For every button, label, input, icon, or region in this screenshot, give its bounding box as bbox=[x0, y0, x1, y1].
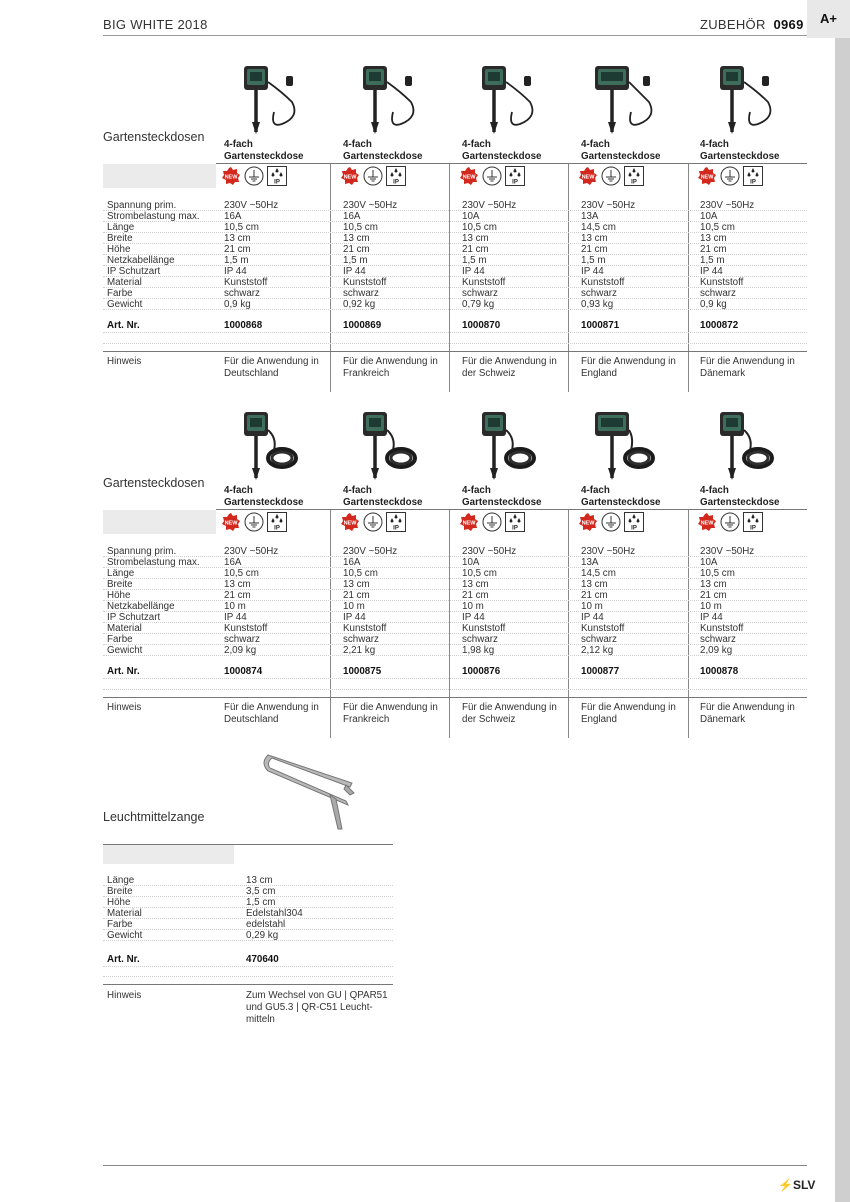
spec-value-netz: 10 m bbox=[224, 601, 246, 612]
spec-label-strom: Strombelastung max. bbox=[107, 211, 200, 222]
svg-text:IP: IP bbox=[393, 179, 399, 186]
new-badge-icon bbox=[221, 512, 241, 532]
article-number: 1000869 bbox=[343, 320, 382, 331]
spec-label-gewicht: Gewicht bbox=[107, 930, 143, 941]
row-separator bbox=[103, 966, 393, 967]
spec-value-netz: 1,5 m bbox=[581, 255, 606, 266]
svg-text:IP: IP bbox=[750, 179, 756, 186]
spec-value-laenge: 10,5 cm bbox=[700, 222, 735, 233]
usage-note-line1: Für die Anwendung in bbox=[343, 356, 438, 367]
svg-text:NEW: NEW bbox=[343, 520, 357, 527]
column-divider bbox=[449, 510, 450, 738]
spec-value-hoehe: 21 cm bbox=[700, 590, 727, 601]
logo-text: SLV bbox=[792, 1178, 816, 1192]
spec-value-gewicht: 2,09 kg bbox=[700, 645, 733, 656]
product-name-line1: 4-fach bbox=[581, 139, 610, 150]
svg-text:NEW: NEW bbox=[224, 174, 238, 181]
svg-text:NEW: NEW bbox=[462, 174, 476, 181]
article-number: 1000868 bbox=[224, 320, 263, 331]
new-badge-icon bbox=[578, 166, 598, 186]
column-divider bbox=[330, 164, 331, 392]
product-name-line2: Gartensteckdose bbox=[343, 497, 423, 508]
spec-value-netz: 1,5 m bbox=[224, 255, 249, 266]
spec-value-hoehe: 21 cm bbox=[224, 590, 251, 601]
new-badge-icon bbox=[340, 512, 360, 532]
spec-value-material: Kunststoff bbox=[343, 623, 387, 634]
spec-value-material: Kunststoff bbox=[343, 277, 387, 288]
spec-value-ip: IP 44 bbox=[343, 266, 366, 277]
notes-divider bbox=[103, 697, 807, 698]
spec-value-gewicht: 2,12 kg bbox=[581, 645, 614, 656]
usage-note-line1: Für die Anwendung in bbox=[581, 702, 676, 713]
page-heading bbox=[700, 17, 804, 32]
usage-note-line1: Für die Anwendung in bbox=[224, 356, 319, 367]
usage-note-line2: der Schweiz bbox=[462, 368, 516, 379]
row-separator bbox=[103, 940, 393, 941]
usage-note-line2: und GU5.3 | QR-C51 Leucht- bbox=[246, 1002, 373, 1013]
product-name-line2: Gartensteckdose bbox=[700, 151, 780, 162]
protection-class-icon bbox=[720, 166, 740, 186]
new-badge-icon bbox=[459, 512, 479, 532]
spec-value-material: Kunststoff bbox=[700, 277, 744, 288]
spec-value-gewicht: 0,29 kg bbox=[246, 930, 279, 941]
spec-label-laenge: Länge bbox=[107, 568, 135, 579]
spec-value-breite: 13 cm bbox=[343, 233, 370, 244]
product-name-line1: 4-fach bbox=[700, 139, 729, 150]
article-number-label: Art. Nr. bbox=[107, 320, 140, 331]
svg-text:NEW: NEW bbox=[581, 174, 595, 181]
spec-label-spannung: Spannung prim. bbox=[107, 546, 177, 557]
protection-class-icon bbox=[244, 166, 264, 186]
usage-note-line2: Dänemark bbox=[700, 368, 746, 379]
column-divider bbox=[449, 164, 450, 392]
spec-value-spannung: 230V ~50Hz bbox=[700, 546, 755, 557]
label-header-bar bbox=[103, 164, 216, 188]
ip-rating-icon bbox=[743, 166, 763, 186]
spec-label-netz: Netzkabellänge bbox=[107, 601, 175, 612]
new-badge-icon bbox=[697, 166, 717, 186]
protection-class-icon bbox=[601, 512, 621, 532]
spec-value-breite: 13 cm bbox=[700, 579, 727, 590]
usage-note-line1: Für die Anwendung in bbox=[462, 702, 557, 713]
spec-value-gewicht: 2,09 kg bbox=[224, 645, 257, 656]
spec-value-farbe: schwarz bbox=[343, 288, 379, 299]
spec-value-netz: 10 m bbox=[581, 601, 603, 612]
spec-value-strom: 10A bbox=[700, 211, 718, 222]
certification-icons bbox=[459, 166, 525, 186]
spec-value-breite: 13 cm bbox=[343, 579, 370, 590]
spec-label-breite: Breite bbox=[107, 233, 133, 244]
svg-text:NEW: NEW bbox=[343, 174, 357, 181]
spec-value-gewicht: 0,9 kg bbox=[700, 299, 727, 310]
spec-label-farbe: Farbe bbox=[107, 634, 133, 645]
energy-class-tab: A+ bbox=[807, 0, 850, 38]
article-number: 1000871 bbox=[581, 320, 620, 331]
spec-value-hoehe: 21 cm bbox=[700, 244, 727, 255]
label-header-bar bbox=[103, 845, 234, 864]
svg-text:NEW: NEW bbox=[700, 174, 714, 181]
spec-label-ip: IP Schutzart bbox=[107, 266, 161, 277]
spec-value-farbe: schwarz bbox=[462, 288, 498, 299]
certification-icons bbox=[697, 166, 763, 186]
ip-rating-icon bbox=[743, 512, 763, 532]
usage-note-line2: Dänemark bbox=[700, 714, 746, 725]
slv-logo: ⚡SLV bbox=[778, 1178, 816, 1192]
spec-value-spannung: 230V ~50Hz bbox=[462, 546, 517, 557]
spec-value-gewicht: 1,98 kg bbox=[462, 645, 495, 656]
article-number-label: Art. Nr. bbox=[107, 954, 140, 965]
spec-value-spannung: 230V ~50Hz bbox=[700, 200, 755, 211]
spec-value-farbe: schwarz bbox=[462, 634, 498, 645]
spec-value-farbe: schwarz bbox=[343, 634, 379, 645]
spec-value-farbe: schwarz bbox=[581, 634, 617, 645]
svg-text:IP: IP bbox=[631, 179, 637, 186]
protection-class-icon bbox=[244, 512, 264, 532]
usage-note-line1: Für die Anwendung in bbox=[700, 356, 795, 367]
spec-value-strom: 16A bbox=[343, 557, 361, 568]
lamp-plier-image bbox=[258, 745, 358, 835]
label-header-bar bbox=[103, 510, 216, 534]
ip-rating-icon bbox=[624, 512, 644, 532]
garden-socket-image bbox=[708, 408, 778, 480]
article-number: 1000870 bbox=[462, 320, 501, 331]
spec-value-farbe: edelstahl bbox=[246, 919, 286, 930]
spec-value-hoehe: 1,5 cm bbox=[246, 897, 276, 908]
protection-class-icon bbox=[720, 512, 740, 532]
spec-label-hoehe: Höhe bbox=[107, 244, 131, 255]
svg-text:IP: IP bbox=[274, 179, 280, 186]
spec-value-breite: 3,5 cm bbox=[246, 886, 276, 897]
spec-value-hoehe: 21 cm bbox=[224, 244, 251, 255]
ip-rating-icon bbox=[386, 166, 406, 186]
svg-text:NEW: NEW bbox=[581, 520, 595, 527]
certification-icons bbox=[340, 166, 406, 186]
spec-value-laenge: 10,5 cm bbox=[462, 222, 497, 233]
spec-value-laenge: 10,5 cm bbox=[462, 568, 497, 579]
spec-value-hoehe: 21 cm bbox=[462, 244, 489, 255]
garden-socket-image bbox=[232, 62, 302, 134]
product-name-line1: 4-fach bbox=[224, 485, 253, 496]
spec-value-material: Edelstahl304 bbox=[246, 908, 303, 919]
spec-value-laenge: 10,5 cm bbox=[700, 568, 735, 579]
column-divider bbox=[568, 510, 569, 738]
spec-value-gewicht: 2,21 kg bbox=[343, 645, 376, 656]
product-name-line2: Gartensteckdose bbox=[343, 151, 423, 162]
spec-value-breite: 13 cm bbox=[224, 233, 251, 244]
new-badge-icon bbox=[459, 166, 479, 186]
spec-value-breite: 13 cm bbox=[462, 579, 489, 590]
spec-value-spannung: 230V ~50Hz bbox=[581, 200, 636, 211]
spec-value-hoehe: 21 cm bbox=[343, 590, 370, 601]
product-name-line1: 4-fach bbox=[343, 485, 372, 496]
spec-value-netz: 10 m bbox=[343, 601, 365, 612]
spec-value-material: Kunststoff bbox=[581, 623, 625, 634]
row-separator bbox=[103, 332, 807, 333]
spec-value-farbe: schwarz bbox=[224, 288, 260, 299]
spec-value-material: Kunststoff bbox=[700, 623, 744, 634]
usage-note-line1: Für die Anwendung in bbox=[224, 702, 319, 713]
spec-value-netz: 1,5 m bbox=[700, 255, 725, 266]
spec-value-laenge: 10,5 cm bbox=[224, 568, 259, 579]
certification-icons bbox=[221, 512, 287, 532]
new-badge-icon bbox=[221, 166, 241, 186]
column-divider bbox=[688, 510, 689, 738]
garden-socket-image bbox=[351, 62, 421, 134]
spec-value-hoehe: 21 cm bbox=[581, 590, 608, 601]
spec-value-ip: IP 44 bbox=[581, 266, 604, 277]
spec-value-strom: 10A bbox=[462, 557, 480, 568]
article-number-label: Art. Nr. bbox=[107, 666, 140, 677]
spec-value-netz: 1,5 m bbox=[462, 255, 487, 266]
new-badge-icon bbox=[578, 512, 598, 532]
new-badge-icon bbox=[340, 166, 360, 186]
product-name-line1: 4-fach bbox=[343, 139, 372, 150]
column-divider bbox=[688, 164, 689, 392]
spec-label-laenge: Länge bbox=[107, 222, 135, 233]
spec-label-hoehe: Höhe bbox=[107, 590, 131, 601]
certification-icons bbox=[221, 166, 287, 186]
product-name-line1: 4-fach bbox=[462, 139, 491, 150]
usage-note-line1: Für die Anwendung in bbox=[462, 356, 557, 367]
ip-rating-icon bbox=[267, 166, 287, 186]
row-separator bbox=[103, 343, 807, 344]
garden-socket-image bbox=[351, 408, 421, 480]
usage-note-line2: Deutschland bbox=[224, 368, 279, 379]
notes-divider bbox=[103, 351, 807, 352]
spec-value-laenge: 10,5 cm bbox=[343, 568, 378, 579]
product-header-line bbox=[216, 509, 807, 510]
garden-socket-image bbox=[589, 62, 659, 134]
article-number: 1000872 bbox=[700, 320, 739, 331]
spec-value-ip: IP 44 bbox=[224, 266, 247, 277]
spec-value-hoehe: 21 cm bbox=[581, 244, 608, 255]
column-divider bbox=[568, 164, 569, 392]
product-name-line1: 4-fach bbox=[224, 139, 253, 150]
section-title: Gartensteckdosen bbox=[103, 476, 205, 490]
spec-value-laenge: 13 cm bbox=[246, 875, 273, 886]
spec-label-breite: Breite bbox=[107, 579, 133, 590]
spec-label-gewicht: Gewicht bbox=[107, 299, 143, 310]
spec-value-hoehe: 21 cm bbox=[462, 590, 489, 601]
row-separator bbox=[103, 976, 393, 977]
product-header-line bbox=[216, 163, 807, 164]
spec-value-farbe: schwarz bbox=[700, 634, 736, 645]
protection-class-icon bbox=[601, 166, 621, 186]
side-strip bbox=[835, 0, 850, 1202]
spec-value-material: Kunststoff bbox=[224, 623, 268, 634]
row-separator bbox=[103, 678, 807, 679]
product-name-line2: Gartensteckdose bbox=[462, 497, 542, 508]
spec-value-laenge: 10,5 cm bbox=[224, 222, 259, 233]
ip-rating-icon bbox=[505, 512, 525, 532]
spec-label-spannung: Spannung prim. bbox=[107, 200, 177, 211]
spec-value-breite: 13 cm bbox=[581, 233, 608, 244]
spec-value-breite: 13 cm bbox=[581, 579, 608, 590]
spec-value-spannung: 230V ~50Hz bbox=[343, 546, 398, 557]
usage-note-line2: Frankreich bbox=[343, 714, 390, 725]
usage-note-line1: Für die Anwendung in bbox=[343, 702, 438, 713]
protection-class-icon bbox=[482, 512, 502, 532]
spec-value-hoehe: 21 cm bbox=[343, 244, 370, 255]
catalog-title: BIG WHITE 2018 bbox=[103, 17, 208, 32]
usage-note-line3: mitteln bbox=[246, 1014, 275, 1025]
product-name-line2: Gartensteckdose bbox=[700, 497, 780, 508]
notes-label: Hinweis bbox=[107, 990, 142, 1001]
spec-value-strom: 13A bbox=[581, 211, 599, 222]
garden-socket-image bbox=[470, 408, 540, 480]
spec-label-gewicht: Gewicht bbox=[107, 645, 143, 656]
spec-value-laenge: 14,5 cm bbox=[581, 222, 616, 233]
spec-value-spannung: 230V ~50Hz bbox=[581, 546, 636, 557]
page-number: 0969 bbox=[773, 17, 804, 32]
spec-value-spannung: 230V ~50Hz bbox=[224, 546, 279, 557]
certification-icons bbox=[340, 512, 406, 532]
svg-text:IP: IP bbox=[512, 179, 518, 186]
spec-value-spannung: 230V ~50Hz bbox=[343, 200, 398, 211]
article-number: 1000875 bbox=[343, 666, 382, 677]
svg-text:IP: IP bbox=[750, 525, 756, 532]
spec-value-spannung: 230V ~50Hz bbox=[462, 200, 517, 211]
spec-value-farbe: schwarz bbox=[224, 634, 260, 645]
row-separator bbox=[103, 689, 807, 690]
svg-text:IP: IP bbox=[274, 525, 280, 532]
spec-value-gewicht: 0,93 kg bbox=[581, 299, 614, 310]
spec-value-netz: 10 m bbox=[462, 601, 484, 612]
notes-label: Hinweis bbox=[107, 702, 142, 713]
article-number: 1000874 bbox=[224, 666, 263, 677]
usage-note-line1: Zum Wechsel von GU | QPAR51 bbox=[246, 990, 388, 1001]
spec-value-gewicht: 0,79 kg bbox=[462, 299, 495, 310]
product-name-line1: 4-fach bbox=[581, 485, 610, 496]
spec-label-farbe: Farbe bbox=[107, 919, 133, 930]
svg-text:NEW: NEW bbox=[462, 520, 476, 527]
usage-note-line2: England bbox=[581, 368, 617, 379]
spec-label-material: Material bbox=[107, 623, 142, 634]
spec-value-ip: IP 44 bbox=[462, 266, 485, 277]
svg-text:NEW: NEW bbox=[224, 520, 238, 527]
usage-note-line1: Für die Anwendung in bbox=[581, 356, 676, 367]
product-name-line1: 4-fach bbox=[700, 485, 729, 496]
spec-value-gewicht: 0,9 kg bbox=[224, 299, 251, 310]
spec-value-strom: 16A bbox=[343, 211, 361, 222]
spec-value-farbe: schwarz bbox=[700, 288, 736, 299]
product-name-line2: Gartensteckdose bbox=[581, 151, 661, 162]
spec-label-farbe: Farbe bbox=[107, 288, 133, 299]
certification-icons bbox=[697, 512, 763, 532]
column-divider bbox=[330, 510, 331, 738]
spec-value-ip: IP 44 bbox=[224, 612, 247, 623]
spec-value-material: Kunststoff bbox=[581, 277, 625, 288]
spec-value-material: Kunststoff bbox=[224, 277, 268, 288]
spec-value-ip: IP 44 bbox=[343, 612, 366, 623]
garden-socket-image bbox=[708, 62, 778, 134]
svg-text:NEW: NEW bbox=[700, 520, 714, 527]
ip-rating-icon bbox=[386, 512, 406, 532]
article-number: 1000878 bbox=[700, 666, 739, 677]
protection-class-icon bbox=[482, 166, 502, 186]
protection-class-icon bbox=[363, 512, 383, 532]
spec-value-spannung: 230V ~50Hz bbox=[224, 200, 279, 211]
spec-value-netz: 10 m bbox=[700, 601, 722, 612]
notes-label: Hinweis bbox=[107, 356, 142, 367]
svg-text:IP: IP bbox=[631, 525, 637, 532]
svg-text:IP: IP bbox=[393, 525, 399, 532]
usage-note-line2: Frankreich bbox=[343, 368, 390, 379]
spec-label-netz: Netzkabellänge bbox=[107, 255, 175, 266]
spec-value-breite: 13 cm bbox=[224, 579, 251, 590]
article-number: 1000876 bbox=[462, 666, 501, 677]
spec-label-ip: IP Schutzart bbox=[107, 612, 161, 623]
certification-icons bbox=[459, 512, 525, 532]
section-title: Gartensteckdosen bbox=[103, 130, 205, 144]
section-name: ZUBEHÖR bbox=[700, 17, 766, 32]
spec-value-strom: 13A bbox=[581, 557, 599, 568]
header-divider bbox=[103, 35, 807, 36]
spec-value-material: Kunststoff bbox=[462, 277, 506, 288]
garden-socket-image bbox=[470, 62, 540, 134]
ip-rating-icon bbox=[267, 512, 287, 532]
spec-value-farbe: schwarz bbox=[581, 288, 617, 299]
spec-value-netz: 1,5 m bbox=[343, 255, 368, 266]
spec-value-breite: 13 cm bbox=[462, 233, 489, 244]
spec-value-strom: 16A bbox=[224, 557, 242, 568]
product-name-line2: Gartensteckdose bbox=[224, 151, 304, 162]
usage-note-line2: der Schweiz bbox=[462, 714, 516, 725]
article-number: 1000877 bbox=[581, 666, 620, 677]
certification-icons bbox=[578, 512, 644, 532]
new-badge-icon bbox=[697, 512, 717, 532]
spec-value-material: Kunststoff bbox=[462, 623, 506, 634]
spec-label-material: Material bbox=[107, 277, 142, 288]
garden-socket-image bbox=[589, 408, 659, 480]
product-name-line2: Gartensteckdose bbox=[581, 497, 661, 508]
ip-rating-icon bbox=[505, 166, 525, 186]
spec-value-ip: IP 44 bbox=[700, 266, 723, 277]
product-name-line1: 4-fach bbox=[462, 485, 491, 496]
spec-value-laenge: 10,5 cm bbox=[343, 222, 378, 233]
svg-text:IP: IP bbox=[512, 525, 518, 532]
section-title: Leuchtmittelzange bbox=[103, 810, 205, 824]
spec-value-strom: 10A bbox=[700, 557, 718, 568]
spec-value-laenge: 14,5 cm bbox=[581, 568, 616, 579]
spec-label-material: Material bbox=[107, 908, 142, 919]
spec-value-ip: IP 44 bbox=[462, 612, 485, 623]
garden-socket-image bbox=[232, 408, 302, 480]
spec-label-hoehe: Höhe bbox=[107, 897, 131, 908]
notes-divider bbox=[103, 984, 393, 985]
product-name-line2: Gartensteckdose bbox=[224, 497, 304, 508]
spec-label-laenge: Länge bbox=[107, 875, 135, 886]
spec-value-breite: 13 cm bbox=[700, 233, 727, 244]
spec-value-strom: 16A bbox=[224, 211, 242, 222]
footer-divider bbox=[103, 1165, 807, 1166]
spec-value-strom: 10A bbox=[462, 211, 480, 222]
spec-label-breite: Breite bbox=[107, 886, 133, 897]
product-name-line2: Gartensteckdose bbox=[462, 151, 542, 162]
protection-class-icon bbox=[363, 166, 383, 186]
usage-note-line2: Deutschland bbox=[224, 714, 279, 725]
spec-value-gewicht: 0,92 kg bbox=[343, 299, 376, 310]
spec-label-strom: Strombelastung max. bbox=[107, 557, 200, 568]
spec-value-ip: IP 44 bbox=[581, 612, 604, 623]
article-number: 470640 bbox=[246, 954, 279, 965]
usage-note-line2: England bbox=[581, 714, 617, 725]
usage-note-line1: Für die Anwendung in bbox=[700, 702, 795, 713]
ip-rating-icon bbox=[624, 166, 644, 186]
spec-value-ip: IP 44 bbox=[700, 612, 723, 623]
certification-icons bbox=[578, 166, 644, 186]
